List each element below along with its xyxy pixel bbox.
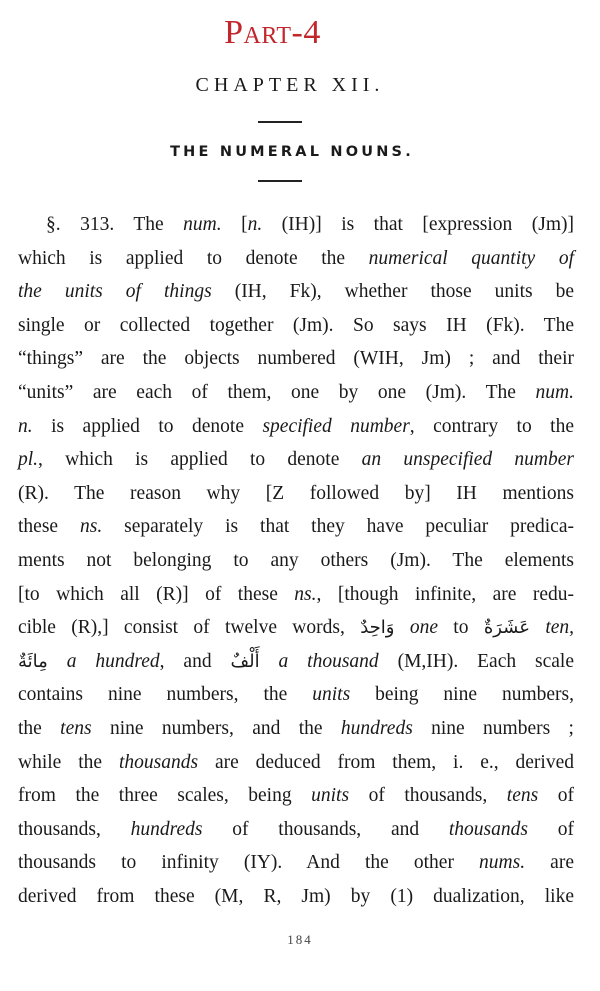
text-run [530,617,545,638]
text-run: of thousands, [349,785,507,807]
text-run [260,651,279,672]
italic-run: one [409,617,438,639]
divider-rule [258,121,302,123]
text-run: of [527,818,574,840]
text-line [18,611,574,645]
text-run: , contrary to the [409,415,574,437]
text-run: from the three scales, being [18,785,312,807]
text-run: these [18,516,80,538]
text-run: [ [221,214,248,235]
text-run: to [437,617,484,639]
italic-run: an unspecified number [361,449,575,471]
text-line [18,712,574,746]
italic-run: num. [183,214,222,235]
part-title: Part-4 [224,14,321,51]
italic-run: tens [60,717,92,739]
italic-run: ns. [294,583,317,605]
text-run: , [though infinite, are redu- [316,583,574,605]
text-run [394,617,409,638]
italic-run: numerical quantity of [368,247,574,269]
arabic-word: مِائَةٌ [18,650,48,672]
text-run: separately is that they have peculiar predica- [102,516,574,538]
text-line [18,678,574,712]
arabic-word: وَاحِدٌ [360,617,395,639]
text-line [18,510,574,544]
text-run: thousands to infinity (IY). And the other [18,852,480,874]
italic-run: nums. [479,852,526,874]
text-run [48,651,67,672]
italic-run: thousands [448,818,528,840]
text-run: ments not belonging to any others (Jm). The elements [18,549,574,571]
divider-rule [258,180,302,182]
text-line [18,846,574,880]
text-run: (IH)] is that [expression (Jm)] [262,214,574,235]
text-run: (M,IH). Each scale [378,650,574,672]
italic-run: pl. [18,449,39,471]
page-number: 184 [287,932,313,947]
text-run: (IH, Fk), whether those units be [211,281,575,303]
text-run: are deduced from them, i. e., derived [198,751,574,773]
text-run: of [538,785,574,807]
text-line [18,443,574,477]
text-line [18,309,574,343]
text-line [18,208,574,242]
text-run: which is applied to denote the [18,247,369,269]
body-text [18,208,574,913]
text-run: cible (R),] consist of twelve words, [18,617,361,639]
text-run: derived from these (M, R, Jm) by (1) dualization, like [18,885,574,907]
section-title: THE NUMERAL NOUNS. [170,144,414,160]
text-run: “things” are the objects numbered (WIH, Jm) ; and their [18,348,574,370]
italic-run: units [312,684,351,706]
italic-run: ns. [80,516,103,538]
text-line [18,342,574,376]
text-line [18,477,574,511]
text-line [18,275,574,309]
arabic-word: أَلْفٌ [230,650,260,672]
text-run: are [525,852,574,874]
text-line [18,410,574,444]
text-run: of thousands, and [202,818,449,840]
italic-run: tens [506,785,539,807]
text-run: [to which all (R)] of these [18,583,295,605]
text-run: §. 313. The [46,214,184,235]
text-run: thousands, [18,818,131,840]
text-run: the [18,717,61,739]
text-run: “units” are each of them, one by one (Jm). The [18,381,536,403]
text-run: single or collected together (Jm). So says IH (Fk). The [18,314,574,336]
chapter-heading: CHAPTER XII. [195,74,385,96]
italic-run: a hundred [66,650,160,672]
text-run: nine numbers, and the [91,717,341,739]
italic-run: num. [535,381,574,403]
text-run: contains nine numbers, the [18,684,313,706]
text-run: is applied to denote [32,415,263,437]
text-line [18,376,574,410]
text-run: (R). The reason why [Z followed by] IH mentions [18,482,574,504]
italic-run: n. [18,415,33,437]
italic-run: units [311,785,350,807]
italic-run: n. [247,214,263,235]
italic-run: thousands [118,751,199,773]
text-line [18,813,574,847]
arabic-word: عَشَرَةٌ [483,617,530,639]
italic-run: hundreds [340,717,413,739]
italic-run: specified number [262,415,410,437]
text-line [18,779,574,813]
text-line [18,544,574,578]
italic-run: ten, [545,617,575,639]
text-line [18,746,574,780]
text-run: nine numbers ; [412,717,574,739]
italic-run: hundreds [130,818,203,840]
text-line [18,578,574,612]
text-run: , and [159,650,231,672]
text-run: being nine numbers, [350,684,574,706]
text-line [18,242,574,276]
text-line [18,645,574,679]
italic-run: the units of things [18,281,212,303]
text-line [18,880,574,914]
text-run: , which is applied to denote [38,449,362,471]
italic-run: a thousand [278,650,379,672]
text-run: while the [18,751,119,773]
